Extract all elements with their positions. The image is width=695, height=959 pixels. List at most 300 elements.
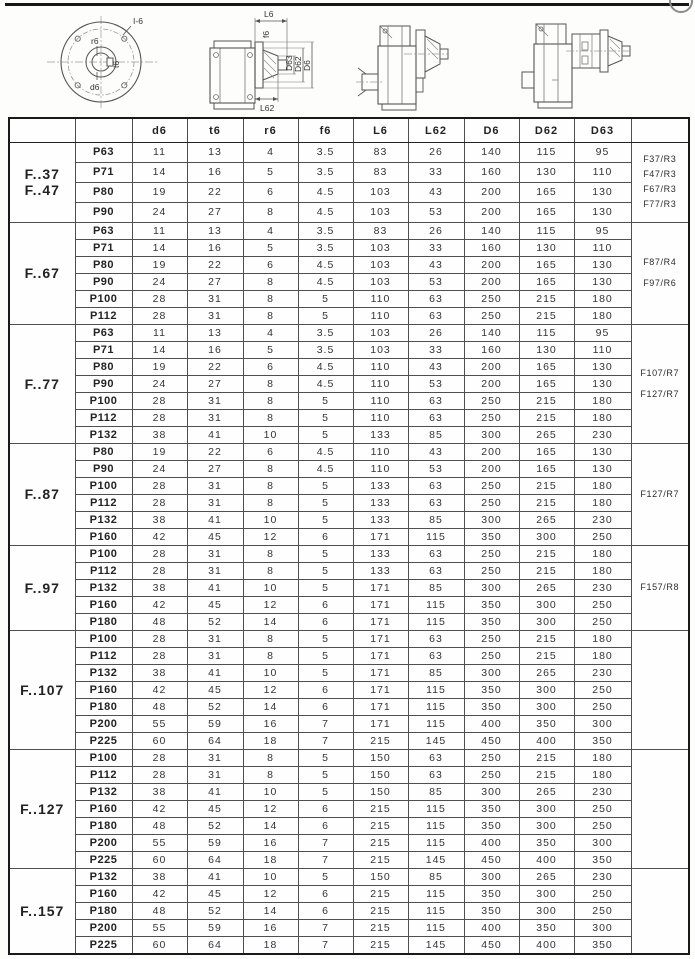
value-cell-f6: 5: [298, 392, 353, 409]
value-cell-d6: 350: [464, 817, 519, 834]
value-cell-d62: 300: [519, 613, 574, 630]
value-cell-l62: 145: [408, 936, 464, 954]
motor-size-cell: P160: [75, 800, 132, 817]
value-cell-r6: 8: [243, 290, 298, 307]
flange-callout-label: I-6: [133, 16, 143, 26]
header-cell-t6: t6: [187, 118, 243, 143]
value-cell-t6: 31: [187, 392, 243, 409]
value-cell-d63: 250: [574, 596, 631, 613]
value-cell-l62: 63: [408, 494, 464, 511]
value-cell-d63: 300: [574, 715, 631, 732]
value-cell-l62: 115: [408, 817, 464, 834]
motor-size-cell: P90: [75, 202, 132, 222]
value-cell-d6: 14: [132, 341, 187, 358]
value-cell-l6: 110: [353, 290, 408, 307]
value-cell-f6: 4.5: [298, 358, 353, 375]
value-cell-d6: 200: [464, 202, 519, 222]
value-cell-t6: 13: [187, 222, 243, 239]
value-cell-r6: 14: [243, 613, 298, 630]
value-cell-r6: 4: [243, 324, 298, 341]
combination-note: F47/R3: [643, 169, 677, 180]
value-cell-d63: 130: [574, 460, 631, 477]
value-cell-d6: 48: [132, 613, 187, 630]
value-cell-d6: 450: [464, 732, 519, 749]
group-label: [9, 443, 75, 545]
value-cell-d6: 28: [132, 409, 187, 426]
value-cell-t6: 31: [187, 477, 243, 494]
value-cell-l6: 150: [353, 749, 408, 766]
value-cell-t6: 16: [187, 162, 243, 182]
header-cell-d63: D63: [574, 118, 631, 143]
value-cell-l6: 171: [353, 681, 408, 698]
notes-cell: [631, 222, 689, 324]
value-cell-l62: 53: [408, 375, 464, 392]
value-cell-f6: 4.5: [298, 273, 353, 290]
table-row: [9, 919, 689, 936]
value-cell-l62: 33: [408, 162, 464, 182]
value-cell-d6: 14: [132, 239, 187, 256]
value-cell-d62: 215: [519, 477, 574, 494]
motor-size-cell: P112: [75, 494, 132, 511]
value-cell-f6: 5: [298, 749, 353, 766]
motor-size-cell: P100: [75, 630, 132, 647]
value-cell-t6: 31: [187, 630, 243, 647]
value-cell-r6: 10: [243, 783, 298, 800]
flange-front-view-drawing: [35, 10, 170, 114]
motor-size-cell: P63: [75, 222, 132, 239]
value-cell-t6: 27: [187, 273, 243, 290]
value-cell-r6: 14: [243, 817, 298, 834]
value-cell-d63: 230: [574, 579, 631, 596]
value-cell-d62: 300: [519, 681, 574, 698]
value-cell-f6: 6: [298, 800, 353, 817]
motor-size-cell: P90: [75, 460, 132, 477]
value-cell-f6: 5: [298, 664, 353, 681]
value-cell-r6: 16: [243, 919, 298, 936]
value-cell-l62: 63: [408, 630, 464, 647]
value-cell-l6: 150: [353, 783, 408, 800]
value-cell-d6: 60: [132, 936, 187, 954]
value-cell-t6: 59: [187, 834, 243, 851]
group-label: [9, 222, 75, 324]
value-cell-d62: 350: [519, 919, 574, 936]
group-label: [9, 143, 75, 223]
header-cell-l62: L62: [408, 118, 464, 143]
value-cell-d63: 180: [574, 562, 631, 579]
value-cell-l62: 43: [408, 443, 464, 460]
value-cell-f6: 7: [298, 919, 353, 936]
group-label-line: F..77: [24, 375, 60, 392]
value-cell-l6: 215: [353, 732, 408, 749]
value-cell-r6: 8: [243, 477, 298, 494]
value-cell-r6: 12: [243, 596, 298, 613]
combination-note: F37/R3: [643, 154, 677, 165]
value-cell-f6: 5: [298, 307, 353, 324]
value-cell-r6: 18: [243, 732, 298, 749]
value-cell-d6: 38: [132, 664, 187, 681]
table-row: [9, 766, 689, 783]
value-cell-f6: 7: [298, 834, 353, 851]
table-row: [9, 664, 689, 681]
value-cell-r6: 12: [243, 681, 298, 698]
value-cell-l62: 85: [408, 664, 464, 681]
motor-size-cell: P63: [75, 143, 132, 163]
value-cell-d62: 215: [519, 409, 574, 426]
value-cell-d6: 24: [132, 375, 187, 392]
motor-size-cell: P112: [75, 647, 132, 664]
table-row: [9, 256, 689, 273]
motor-size-cell: P80: [75, 182, 132, 202]
table-row: [9, 698, 689, 715]
value-cell-t6: 41: [187, 426, 243, 443]
value-cell-l6: 171: [353, 596, 408, 613]
value-cell-d6: 19: [132, 358, 187, 375]
value-cell-d6: 160: [464, 162, 519, 182]
value-cell-r6: 6: [243, 358, 298, 375]
value-cell-d62: 115: [519, 222, 574, 239]
table-row: [9, 222, 689, 239]
value-cell-l6: 103: [353, 202, 408, 222]
value-cell-l6: 171: [353, 528, 408, 545]
value-cell-d6: 250: [464, 630, 519, 647]
value-cell-t6: 45: [187, 681, 243, 698]
value-cell-d6: 250: [464, 290, 519, 307]
value-cell-d62: 300: [519, 528, 574, 545]
value-cell-t6: 31: [187, 290, 243, 307]
combination-note: F87/R4: [643, 257, 677, 268]
value-cell-f6: 5: [298, 783, 353, 800]
value-cell-f6: 6: [298, 596, 353, 613]
motor-size-cell: P180: [75, 698, 132, 715]
value-cell-t6: 31: [187, 545, 243, 562]
motor-size-cell: P225: [75, 732, 132, 749]
value-cell-l6: 171: [353, 664, 408, 681]
value-cell-d63: 180: [574, 409, 631, 426]
value-cell-d62: 215: [519, 562, 574, 579]
value-cell-l6: 215: [353, 800, 408, 817]
dim-D63-label: D63: [284, 55, 294, 71]
table-row: [9, 143, 689, 163]
value-cell-r6: 10: [243, 579, 298, 596]
motor-size-cell: P80: [75, 358, 132, 375]
value-cell-d6: 300: [464, 783, 519, 800]
value-cell-d6: 250: [464, 562, 519, 579]
value-cell-d6: 350: [464, 902, 519, 919]
motor-size-cell: P160: [75, 885, 132, 902]
motor-size-cell: P132: [75, 783, 132, 800]
flange-r6-label: r6: [91, 36, 99, 46]
motor-size-cell: P180: [75, 613, 132, 630]
value-cell-f6: 5: [298, 630, 353, 647]
value-cell-l62: 63: [408, 307, 464, 324]
value-cell-f6: 7: [298, 715, 353, 732]
value-cell-d6: 250: [464, 409, 519, 426]
value-cell-d62: 265: [519, 783, 574, 800]
value-cell-d6: 42: [132, 528, 187, 545]
notes-cell: [631, 868, 689, 954]
value-cell-d6: 250: [464, 766, 519, 783]
value-cell-l6: 171: [353, 613, 408, 630]
value-cell-d63: 350: [574, 936, 631, 954]
value-cell-t6: 31: [187, 307, 243, 324]
value-cell-d62: 165: [519, 273, 574, 290]
value-cell-d6: 28: [132, 766, 187, 783]
value-cell-t6: 31: [187, 494, 243, 511]
value-cell-d63: 180: [574, 766, 631, 783]
value-cell-f6: 4.5: [298, 375, 353, 392]
table-row: [9, 936, 689, 954]
motor-size-cell: P180: [75, 817, 132, 834]
value-cell-l6: 110: [353, 375, 408, 392]
motor-size-cell: P160: [75, 528, 132, 545]
value-cell-d6: 350: [464, 613, 519, 630]
value-cell-f6: 3.5: [298, 341, 353, 358]
value-cell-d63: 250: [574, 681, 631, 698]
motor-size-cell: P132: [75, 868, 132, 885]
value-cell-t6: 41: [187, 783, 243, 800]
value-cell-d62: 215: [519, 392, 574, 409]
value-cell-d63: 110: [574, 162, 631, 182]
dim-D62-label: D62: [293, 56, 303, 72]
value-cell-d62: 165: [519, 460, 574, 477]
value-cell-t6: 31: [187, 562, 243, 579]
value-cell-d62: 300: [519, 800, 574, 817]
value-cell-r6: 8: [243, 202, 298, 222]
group-label-line: F..127: [20, 800, 65, 817]
value-cell-d6: 400: [464, 715, 519, 732]
value-cell-d6: 300: [464, 664, 519, 681]
value-cell-f6: 3.5: [298, 222, 353, 239]
value-cell-d6: 250: [464, 307, 519, 324]
value-cell-r6: 10: [243, 664, 298, 681]
value-cell-l6: 133: [353, 477, 408, 494]
header-cell-f6: f6: [298, 118, 353, 143]
value-cell-d63: 130: [574, 273, 631, 290]
value-cell-d62: 300: [519, 885, 574, 902]
gear-unit-side-view-drawing: [352, 12, 482, 114]
value-cell-l62: 85: [408, 426, 464, 443]
value-cell-f6: 7: [298, 936, 353, 954]
value-cell-d62: 115: [519, 324, 574, 341]
value-cell-d63: 300: [574, 834, 631, 851]
value-cell-r6: 6: [243, 443, 298, 460]
motor-size-cell: P100: [75, 545, 132, 562]
value-cell-l6: 215: [353, 936, 408, 954]
value-cell-d63: 110: [574, 239, 631, 256]
value-cell-d63: 230: [574, 783, 631, 800]
value-cell-f6: 6: [298, 885, 353, 902]
value-cell-r6: 8: [243, 460, 298, 477]
value-cell-d63: 130: [574, 256, 631, 273]
motor-size-cell: P90: [75, 273, 132, 290]
value-cell-d63: 250: [574, 902, 631, 919]
value-cell-d63: 180: [574, 630, 631, 647]
value-cell-t6: 45: [187, 800, 243, 817]
value-cell-l6: 215: [353, 851, 408, 868]
value-cell-r6: 6: [243, 256, 298, 273]
value-cell-d6: 11: [132, 222, 187, 239]
value-cell-d63: 180: [574, 647, 631, 664]
value-cell-d6: 28: [132, 290, 187, 307]
value-cell-d6: 250: [464, 749, 519, 766]
value-cell-f6: 4.5: [298, 182, 353, 202]
value-cell-l62: 43: [408, 182, 464, 202]
value-cell-l6: 83: [353, 143, 408, 163]
value-cell-l6: 103: [353, 256, 408, 273]
value-cell-f6: 6: [298, 613, 353, 630]
value-cell-d62: 300: [519, 596, 574, 613]
value-cell-f6: 5: [298, 290, 353, 307]
value-cell-l6: 215: [353, 817, 408, 834]
dim-f6-label: f6: [261, 30, 271, 38]
group-label-line: F..37: [24, 166, 60, 183]
group-label-line: F..67: [24, 265, 60, 282]
value-cell-r6: 18: [243, 851, 298, 868]
value-cell-l62: 53: [408, 202, 464, 222]
value-cell-d6: 200: [464, 273, 519, 290]
combination-note: F157/R8: [640, 582, 680, 593]
value-cell-d6: 200: [464, 460, 519, 477]
value-cell-d62: 130: [519, 162, 574, 182]
value-cell-t6: 64: [187, 936, 243, 954]
table-row: [9, 732, 689, 749]
value-cell-t6: 31: [187, 749, 243, 766]
table-row: [9, 749, 689, 766]
value-cell-t6: 52: [187, 902, 243, 919]
value-cell-d63: 250: [574, 613, 631, 630]
combination-note: F127/R7: [640, 388, 680, 399]
notes-cell: [631, 143, 689, 223]
gear-unit-with-adapter-drawing: [508, 12, 648, 114]
value-cell-l6: 103: [353, 324, 408, 341]
value-cell-f6: 4.5: [298, 460, 353, 477]
value-cell-d6: 28: [132, 562, 187, 579]
notes-column-header: [631, 118, 689, 143]
value-cell-d63: 250: [574, 698, 631, 715]
value-cell-d6: 300: [464, 426, 519, 443]
value-cell-t6: 22: [187, 358, 243, 375]
value-cell-l62: 115: [408, 800, 464, 817]
dim-L6-label: L6: [264, 9, 274, 19]
value-cell-t6: 13: [187, 324, 243, 341]
group-label: [9, 630, 75, 749]
value-cell-r6: 8: [243, 766, 298, 783]
motor-size-cell: P71: [75, 239, 132, 256]
value-cell-d6: 200: [464, 443, 519, 460]
value-cell-d6: 350: [464, 528, 519, 545]
value-cell-l6: 133: [353, 562, 408, 579]
group-label-line: F..157: [20, 902, 65, 919]
value-cell-d6: 450: [464, 936, 519, 954]
value-cell-l62: 33: [408, 341, 464, 358]
value-cell-d6: 450: [464, 851, 519, 868]
value-cell-l6: 110: [353, 460, 408, 477]
value-cell-d6: 160: [464, 239, 519, 256]
value-cell-f6: 3.5: [298, 239, 353, 256]
value-cell-l6: 103: [353, 341, 408, 358]
group-label: [9, 868, 75, 954]
value-cell-r6: 14: [243, 698, 298, 715]
value-cell-l62: 63: [408, 647, 464, 664]
value-cell-t6: 16: [187, 341, 243, 358]
value-cell-d62: 350: [519, 715, 574, 732]
technical-drawings-strip: [0, 8, 695, 116]
value-cell-d62: 215: [519, 630, 574, 647]
value-cell-l62: 115: [408, 681, 464, 698]
value-cell-d62: 215: [519, 647, 574, 664]
table-row: [9, 290, 689, 307]
value-cell-t6: 41: [187, 868, 243, 885]
value-cell-d6: 55: [132, 834, 187, 851]
table-row: [9, 341, 689, 358]
value-cell-d62: 215: [519, 494, 574, 511]
value-cell-r6: 5: [243, 239, 298, 256]
value-cell-t6: 22: [187, 443, 243, 460]
value-cell-d62: 165: [519, 202, 574, 222]
value-cell-d62: 265: [519, 426, 574, 443]
value-cell-r6: 10: [243, 868, 298, 885]
value-cell-d63: 180: [574, 477, 631, 494]
header-cell-r6: r6: [243, 118, 298, 143]
value-cell-d6: 28: [132, 545, 187, 562]
value-cell-d62: 215: [519, 545, 574, 562]
value-cell-f6: 6: [298, 902, 353, 919]
value-cell-l62: 63: [408, 562, 464, 579]
value-cell-t6: 52: [187, 817, 243, 834]
value-cell-r6: 12: [243, 800, 298, 817]
value-cell-d6: 19: [132, 443, 187, 460]
series-column-header: [9, 118, 75, 143]
table-row: [9, 477, 689, 494]
value-cell-l62: 85: [408, 579, 464, 596]
value-cell-d62: 300: [519, 817, 574, 834]
value-cell-d63: 110: [574, 341, 631, 358]
value-cell-r6: 14: [243, 902, 298, 919]
flange-t6-label: t6: [111, 60, 121, 68]
value-cell-t6: 59: [187, 919, 243, 936]
value-cell-l62: 115: [408, 596, 464, 613]
motor-size-cell: P225: [75, 851, 132, 868]
value-cell-r6: 5: [243, 162, 298, 182]
motor-size-cell: P200: [75, 919, 132, 936]
value-cell-d6: 48: [132, 698, 187, 715]
value-cell-d62: 130: [519, 341, 574, 358]
combination-note: F97/R6: [643, 278, 677, 289]
value-cell-r6: 8: [243, 749, 298, 766]
value-cell-l62: 63: [408, 749, 464, 766]
combination-note: F77/R3: [643, 199, 677, 210]
value-cell-f6: 6: [298, 817, 353, 834]
value-cell-l62: 115: [408, 919, 464, 936]
value-cell-f6: 3.5: [298, 324, 353, 341]
value-cell-d63: 300: [574, 919, 631, 936]
value-cell-d6: 38: [132, 868, 187, 885]
value-cell-d6: 38: [132, 426, 187, 443]
value-cell-d6: 350: [464, 681, 519, 698]
value-cell-r6: 12: [243, 885, 298, 902]
table-row: [9, 579, 689, 596]
value-cell-d6: 350: [464, 885, 519, 902]
header-cell-d6: D6: [464, 118, 519, 143]
value-cell-r6: 10: [243, 426, 298, 443]
value-cell-d6: 400: [464, 919, 519, 936]
table-row: [9, 885, 689, 902]
value-cell-f6: 5: [298, 426, 353, 443]
value-cell-l62: 85: [408, 783, 464, 800]
value-cell-t6: 52: [187, 698, 243, 715]
motor-size-cell: P112: [75, 766, 132, 783]
combination-note: F127/R7: [640, 488, 680, 499]
